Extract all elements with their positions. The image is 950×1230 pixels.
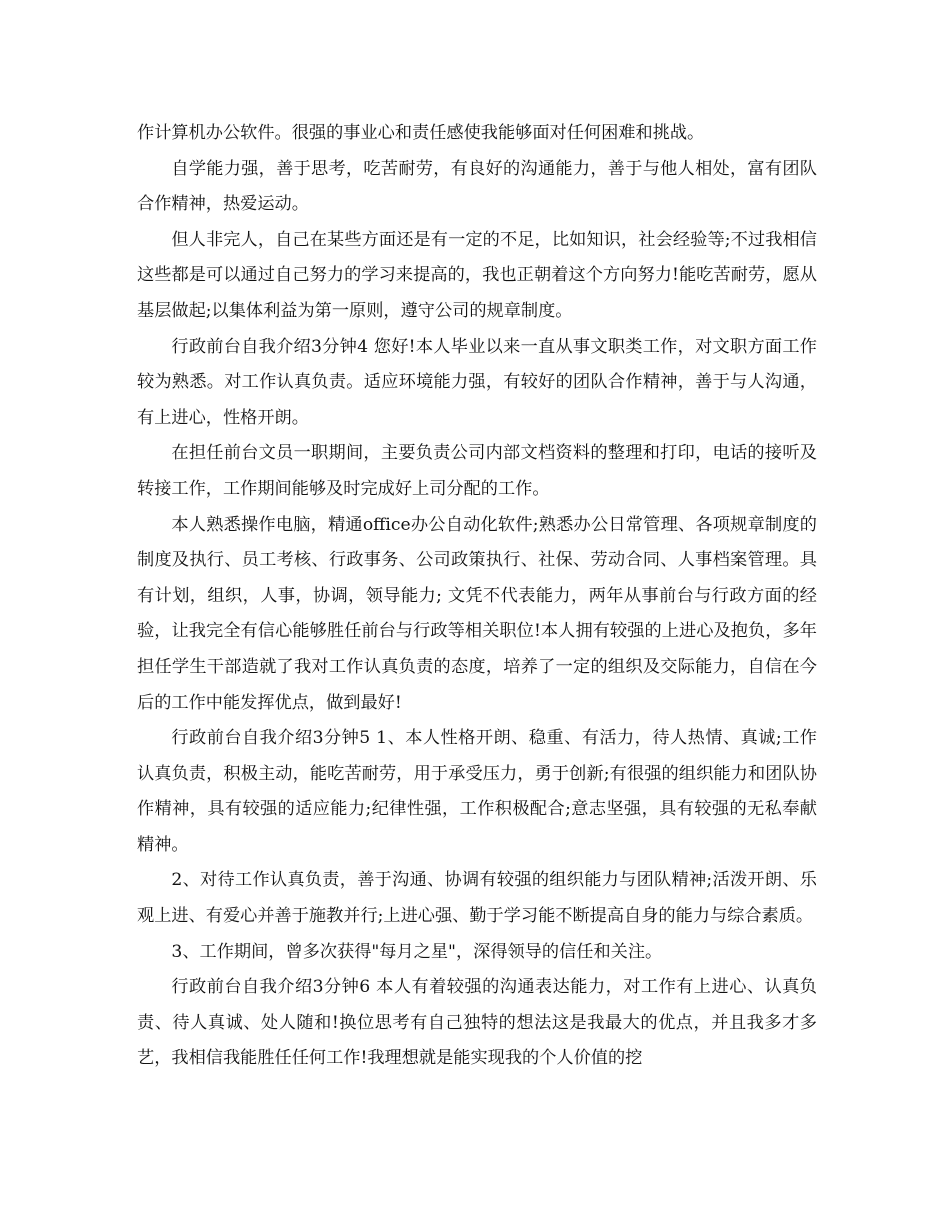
paragraph: 行政前台自我介绍3分钟6 本人有着较强的沟通表达能力，对工作有上进心、认真负责、待人真诚、处人随和!换位思考有自己独特的想法这是我最大的优点，并且我多才多艺，我相信我能胜任任何工作!我理想就是能实现我的个人价值的挖 bbox=[137, 977, 817, 1069]
paragraph: 2、对待工作认真负责，善于沟通、协调有较强的组织能力与团队精神;活泼开朗、乐观上进、有爱心并善于施教并行;上进心强、勤于学习能不断提高自身的能力与综合素质。 bbox=[137, 870, 817, 927]
document-page bbox=[137, 116, 817, 1077]
paragraph: 作计算机办公软件。很强的事业心和责任感使我能够面对任何困难和挑战。 bbox=[137, 123, 705, 143]
paragraph: 但人非完人，自己在某些方面还是有一定的不足，比如知识，社会经验等;不过我相信这些都是可以通过自己努力的学习来提高的，我也正朝着这个方向努力!能吃苦耐劳，愿从基层做起;以集体利益为第一原则，遵守公司的规章制度。 bbox=[137, 229, 817, 321]
paragraph: 行政前台自我介绍3分钟5 1、本人性格开朗、稳重、有活力，待人热情、真诚;工作认真负责，积极主动，能吃苦耐劳，用于承受压力，勇于创新;有很强的组织能力和团队协作精神，具有较强的适应能力;纪律性强，工作积极配合;意志坚强，具有较强的无私奉献精神。 bbox=[137, 728, 817, 855]
paragraph: 本人熟悉操作电脑，精通office办公自动化软件;熟悉办公日常管理、各项规章制度的制度及执行、员工考核、行政事务、公司政策执行、社保、劳动合同、人事档案管理。具有计划，组织，人事，协调，领导能力; 文凭不代表能力，两年从事前台与行政方面的经验，让我完全有信心能够胜任前台与行政等相关职位!本人拥有较强的上进心及抱负，多年担任学生干部造就了我对工作认真负责的态度，培养了一定的组织及交际能力，自信在今后的工作中能发挥优点，做到最好! bbox=[137, 514, 817, 713]
paragraph: 行政前台自我介绍3分钟4 您好!本人毕业以来一直从事文职类工作，对文职方面工作较为熟悉。对工作认真负责。适应环境能力强，有较好的团队合作精神，善于与人沟通，有上进心，性格开朗。 bbox=[137, 336, 817, 428]
paragraph: 自学能力强，善于思考，吃苦耐劳，有良好的沟通能力，善于与他人相处，富有团队合作精神，热爱运动。 bbox=[137, 158, 817, 215]
paragraph: 3、工作期间，曾多次获得"每月之星"，深得领导的信任和关注。 bbox=[171, 941, 663, 962]
paragraph: 在担任前台文员一职期间，主要负责公司内部文档资料的整理和打印，电话的接听及转接工作，工作期间能够及时完成好上司分配的工作。 bbox=[137, 443, 817, 499]
